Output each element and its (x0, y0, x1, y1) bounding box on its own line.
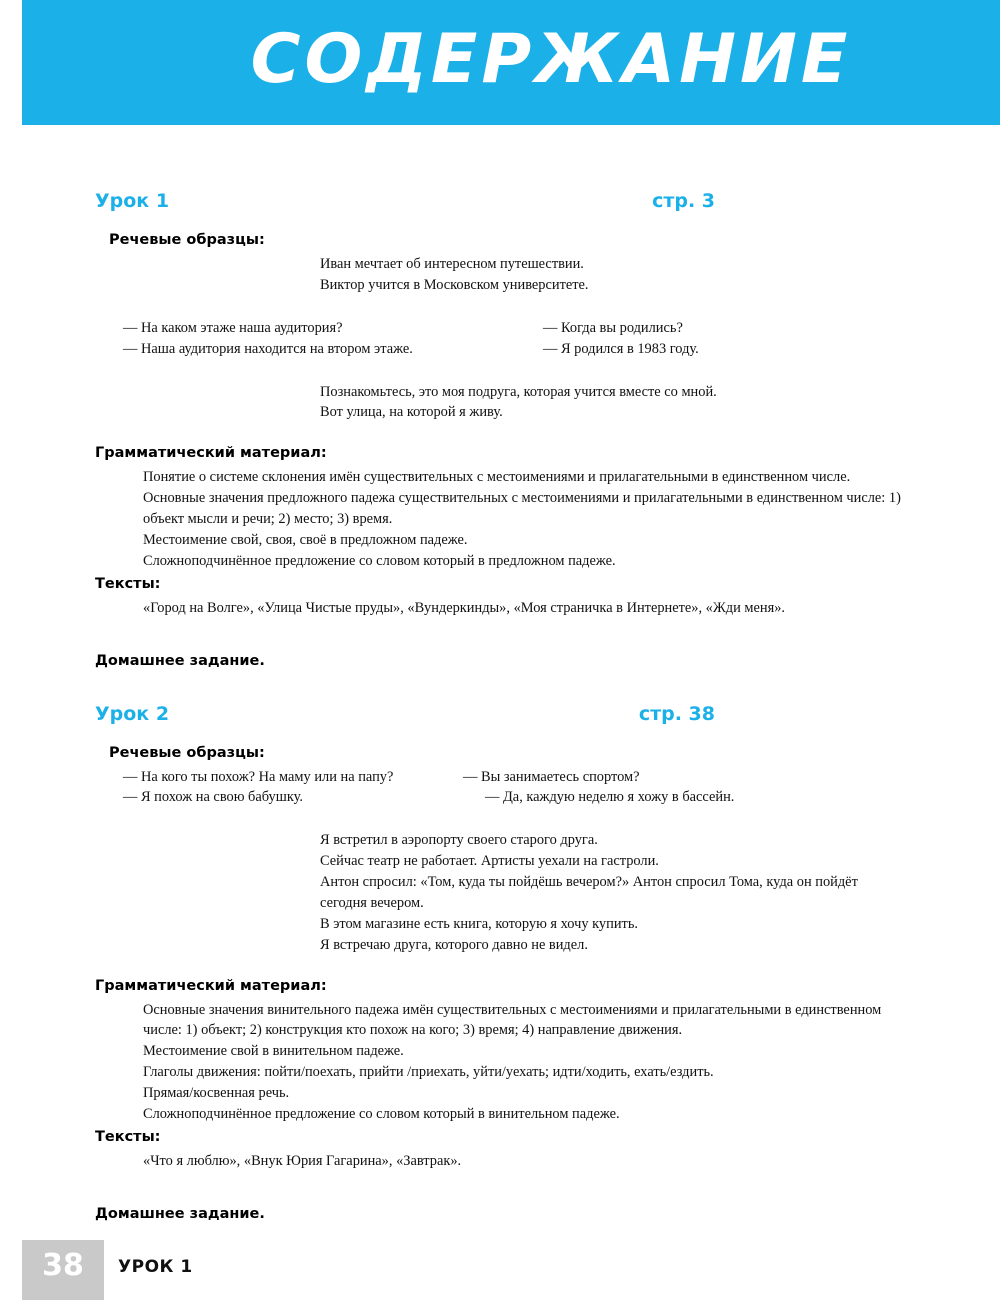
lesson-2-speech-extra: Я встретил в аэропорту своего старого друга. Сейчас театр не работает. Артисты уехали на гастроли. Антон спросил: «Том, куда ты пойдёшь вечером?» Антон спросил Тома, куда он пойдёт сегодня вечером. В этом магазине есть книга, которую я хочу купить. Я встречаю друга, которого давно не видел. (320, 832, 858, 953)
lesson-1-dialogs: — На каком этаже наша аудитория? — Наша аудитория находится на втором этаже. — Когда вы родились? — Я родился в 1983 году. (123, 319, 699, 357)
lesson-2-page-ref: стр. 38 (638, 702, 715, 725)
lesson-2-heading (95, 703, 905, 725)
lesson-2-title: Урок 2 (95, 702, 170, 725)
lesson-1-homework: Домашнее задание. (95, 652, 265, 669)
lesson-2-grammar-label: Грамматический материал: (95, 977, 327, 994)
lesson-2-grammar-lines: Основные значения винительного падежа имён существительных с местоимениями и прилагательными в единственном числе: 1) объект; 2) конструкция кто похож на кого; 3) время; 4) направление движения. Местоимение свой в винительном падеже. Глаголы движения: пойти/поехать, прийти /приехать, уйти/уехать; идти/ходить, ехать/ездить. Прямая/косвенная речь. Сложноподчинённое предложение со словом который в винительном падеже. (143, 1001, 882, 1122)
lesson-2-speech-label: Речевые образцы: (109, 744, 265, 761)
page-title: СОДЕРЖАНИЕ (250, 20, 852, 99)
lesson-2-homework: Домашнее задание. (95, 1205, 265, 1222)
lesson-2-dialogs: — На кого ты похож? На маму или на папу? — Я похож на свою бабушку. — Вы занимаетесь спортом? — Да, каждую неделю я хожу в бассейн. (123, 768, 735, 806)
lesson-1-speech-intro: Иван мечтает об интересном путешествии. Виктор учится в Московском университете. (320, 256, 589, 293)
lesson-entry-1 (95, 190, 905, 669)
contents-body (95, 190, 905, 1222)
footer-lesson-label: УРОК 1 (118, 1257, 193, 1277)
lesson-2-texts-line: «Что я люблю», «Внук Юрия Гагарина», «Завтрак». (143, 1152, 462, 1169)
footer-page-number: 38 (42, 1248, 84, 1283)
lesson-1-title: Урок 1 (95, 190, 170, 212)
lesson-1-texts-label: Тексты: (95, 575, 161, 592)
lesson-1-grammar-label: Грамматический материал: (95, 445, 327, 462)
lesson-1-texts-line: «Город на Волге», «Улица Чистые пруды», «Вундеркинды», «Моя страничка в Интернете», «Жди меня». (143, 599, 786, 616)
lesson-1-page-ref: стр. 3 (652, 190, 715, 212)
left-margin-strip (0, 0, 22, 1300)
lesson-1-grammar-lines: Понятие о системе склонения имён существительных с местоимениями и прилагательными в единственном числе. Основные значения предложного падежа существительных с местоимениями и прилагательными в единственном числе: 1) объект мысли и речи; 2) место; 3) время. Местоимение свой, своя, своё в предложном падеже. Сложноподчинённое предложение со словом который в предложном падеже. (143, 469, 901, 569)
lesson-1-heading (95, 190, 905, 212)
lesson-1-speech-extra: Познакомьтесь, это моя подруга, которая учится вместе со мной. Вот улица, на которой я живу. (320, 383, 717, 421)
header-banner (22, 0, 1000, 125)
lesson-entry-2 (95, 703, 905, 1222)
lesson-1-speech-label: Речевые образцы: (109, 232, 265, 248)
lesson-2-texts-label: Тексты: (95, 1128, 161, 1145)
